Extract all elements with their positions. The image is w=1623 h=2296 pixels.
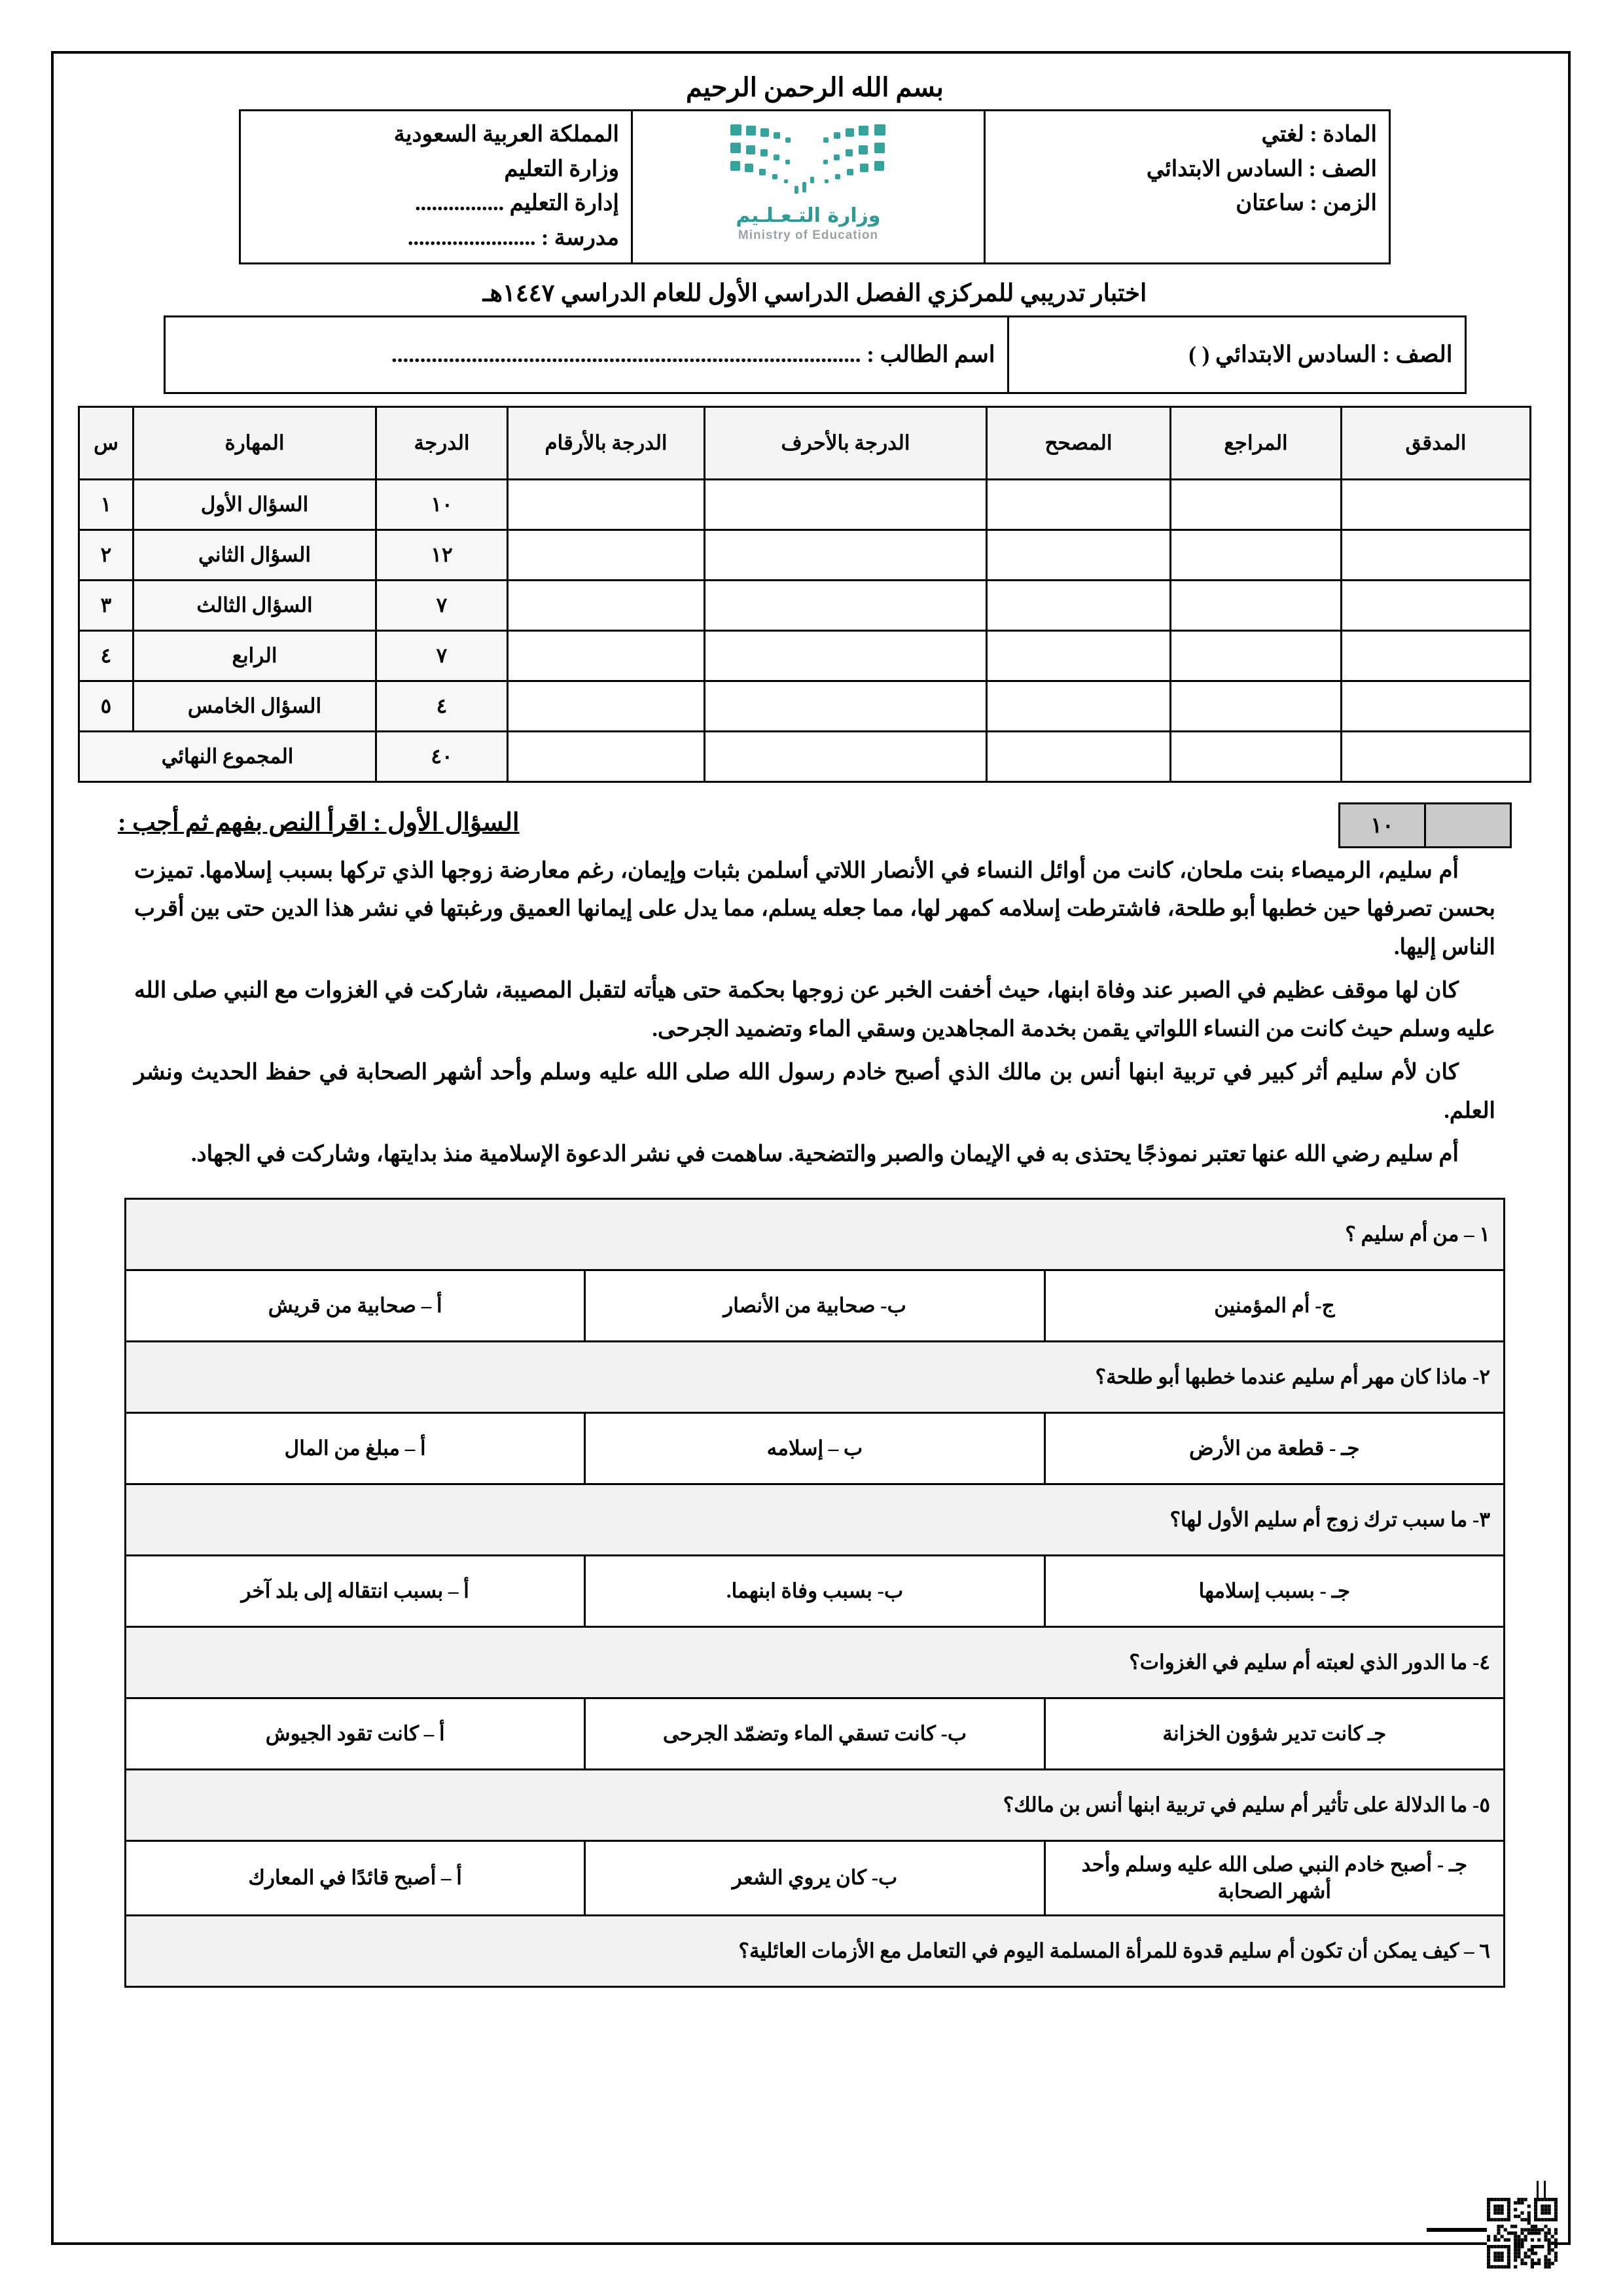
education-dept-label: إدارة التعليم [509,191,619,216]
option-b[interactable]: ب – إسلامه [585,1412,1044,1484]
education-dept-dots: ................ [415,191,505,216]
question-options-row [126,1840,1505,1916]
cell-degree: ١٠ [376,479,508,529]
cell-skill: الرابع [134,630,376,681]
cell-reviewer[interactable] [1171,529,1342,580]
cell-index: ٤ [79,630,134,681]
option-a[interactable]: أ – كانت تقود الجيوش [126,1698,585,1769]
table-row [79,479,1531,529]
cell-degree-letters[interactable] [705,630,987,681]
question-stem: ٦ – كيف يمكن أن تكون أم سليم قدوة للمرأة المسلمة اليوم في التعامل مع الأزمات العائلية؟ [126,1916,1505,1987]
cell-degree-digits[interactable] [508,630,705,681]
cell-index: ٢ [79,529,134,580]
question-stem-row [126,1484,1505,1555]
option-c[interactable]: جـ - أصبح خادم النبي صلى الله عليه وسلم وأحد أشهر الصحابة [1044,1840,1504,1916]
cell-auditor-total[interactable] [1342,731,1531,781]
marks-header-degree-letters: الدرجة بالأحرف [705,406,987,479]
basmala-heading: بسم الله الرحمن الرحيم [686,73,944,102]
cell-corrector[interactable] [987,479,1171,529]
question-stem-row [126,1341,1505,1412]
marks-header-corrector: المصحح [987,406,1171,479]
subject-label: المادة : لغتي [1261,122,1377,147]
logo-palm-icon [726,122,890,200]
education-dept-line [253,187,619,221]
cell-skill: السؤال الخامس [134,681,376,731]
option-c[interactable]: جـ - بسبب إسلامها [1044,1555,1504,1626]
option-a[interactable]: أ – أصبح قائدًا في المعارك [126,1840,585,1916]
question-stem: ٢- ماذا كان مهر أم سليم عندما خطبها أبو طلحة؟ [126,1341,1505,1412]
marks-header-auditor: المدقق [1342,406,1531,479]
cell-reviewer[interactable] [1171,630,1342,681]
student-class-cell: الصف : السادس الابتدائي ( ) [1008,316,1465,393]
cell-degree: ٧ [376,630,508,681]
cell-degree: ٧ [376,580,508,630]
cell-corrector[interactable] [987,630,1171,681]
qr-code[interactable] [1487,2198,1558,2269]
table-row [79,681,1531,731]
cell-total-label: المجموع النهائي [79,731,376,781]
question-stem-row [126,1626,1505,1698]
qr-tick-marks [1537,2181,1546,2198]
identity-header-table [239,109,1391,264]
cell-corrector[interactable] [987,580,1171,630]
option-c[interactable]: ج- أم المؤمنين [1044,1270,1504,1341]
reading-passage [134,852,1495,1174]
question1-header [118,802,1512,848]
cell-degree-digits[interactable] [508,529,705,580]
marks-total-row [79,731,1531,781]
passage-paragraph: أم سليم رضي الله عنها تعتبر نموذجًا يحتذى به في الإيمان والصبر والتضحية. ساهمت في نشر الدعوة الإسلامية منذ بدايتها، وشاركت في الجهاد. [191,1142,1459,1167]
cell-reviewer[interactable] [1171,681,1342,731]
identity-kingdom-cell [240,111,632,264]
cell-degree: ٤ [376,681,508,731]
question-stem: ٤- ما الدور الذي لعبته أم سليم في الغزوات؟ [126,1626,1505,1698]
question-stem-row [126,1916,1505,1987]
score-value-cell: ١٠ [1340,804,1424,846]
question-options-row [126,1698,1505,1769]
ministry-label: وزارة التعليم [504,156,619,181]
passage-paragraph: كان لأم سليم أثر كبير في تربية ابنها أنس بن مالك الذي أصبح خادم رسول الله صلى الله عليه وسلم وأحد أشهر الصحابة في حفظ الحديث ونشر العلم. [134,1060,1495,1123]
school-label: مدرسة : [541,226,619,251]
ministry-of-education-logo [645,118,972,243]
passage-paragraph: أم سليم، الرميصاء بنت ملحان، كانت من أوائل النساء في الأنصار اللاتي أسلمن بثبات وإيمان، رغم معارضة زوجها الذي تركها بسبب إسلامها. تميزت بحسن تصرفها حين خطبها أبو طلحة، فاشترطت إسلامه كمهر لها، مما جعله يسلم، مما يدل على إيمانها العميق ورغبتها في نشر هذا الدين حتى بين أقرب الناس إليها. [134,858,1495,960]
cell-degree-digits-total[interactable] [508,731,705,781]
cell-skill: السؤال الثاني [134,529,376,580]
cell-auditor[interactable] [1342,630,1531,681]
question1-score-box[interactable] [1338,802,1512,848]
table-row [79,529,1531,580]
table-row [79,630,1531,681]
marks-header-degree: الدرجة [376,406,508,479]
student-name-dots: .................................................................................. [391,341,861,367]
page-content [94,72,1531,1988]
option-a[interactable]: أ – بسبب انتقاله إلى بلد آخر [126,1555,585,1626]
marks-header-row [79,406,1531,479]
cell-index: ٥ [79,681,134,731]
question-stem: ٥- ما الدلالة على تأثير أم سليم في تربية ابنها أنس بن مالك؟ [126,1769,1505,1840]
cell-auditor[interactable] [1342,529,1531,580]
cell-degree-letters[interactable] [705,529,987,580]
marks-table [78,406,1531,783]
option-b[interactable]: ب- صحابية من الأنصار [585,1270,1044,1341]
identity-logo-cell [632,111,985,264]
marks-header-skill: المهارة [134,406,376,479]
cell-degree-total: ٤٠ [376,731,508,781]
questions-table [124,1198,1505,1988]
cell-corrector-total[interactable] [987,731,1171,781]
marks-header-index: س [79,406,134,479]
question-options-row [126,1412,1505,1484]
question-stem-row [126,1769,1505,1840]
grade-label: الصف : السادس الابتدائي [1146,156,1377,181]
exam-title: اختبار تدريبي للمركزي الفصل الدراسي الأول للعام الدراسي ١٤٤٧هـ [482,279,1147,307]
cell-degree-digits[interactable] [508,681,705,731]
passage-paragraph: كان لها موقف عظيم في الصبر عند وفاة ابنها، حيث أخفت الخبر عن زوجها بحكمة حتى هيأته لتقبل المصيبة، شاركت في الغزوات مع النبي صلى الله عليه وسلم حيث كانت من النساء اللواتي يقمن بخدمة المجاهدين وسقي الماء وتضميد الجرحى. [134,978,1495,1041]
student-name-label: اسم الطالب : [866,341,995,367]
question-stem: ٣- ما سبب ترك زوج أم سليم الأول لها؟ [126,1484,1505,1555]
cell-reviewer-total[interactable] [1171,731,1342,781]
question1-title: السؤال الأول : اقرأ النص بفهم ثم أجب : [118,808,520,836]
time-label: الزمن : ساعتان [1236,191,1377,216]
cell-skill: السؤال الثالث [134,580,376,630]
table-row [79,580,1531,630]
logo-text-arabic: وزارة التـعـلـيم [736,204,881,227]
logo-text-english: Ministry of Education [738,228,879,242]
option-b[interactable]: ب- بسبب وفاة ابنهما. [585,1555,1044,1626]
question-options-row [126,1270,1505,1341]
marks-header-reviewer: المراجع [1171,406,1342,479]
score-empty-cell[interactable] [1424,804,1510,846]
cell-degree-letters-total[interactable] [705,731,987,781]
question-stem: ١ – من أم سليم ؟ [126,1198,1505,1270]
cell-auditor[interactable] [1342,580,1531,630]
question-options-row [126,1555,1505,1626]
school-dots: ....................... [407,226,536,251]
cell-index: ٣ [79,580,134,630]
cell-reviewer[interactable] [1171,479,1342,529]
cell-skill: السؤال الأول [134,479,376,529]
cell-corrector[interactable] [987,681,1171,731]
cell-degree-letters[interactable] [705,681,987,731]
cell-corrector[interactable] [987,529,1171,580]
question-stem-row [126,1198,1505,1270]
option-a[interactable]: أ – مبلغ من المال [126,1412,585,1484]
student-info-table [164,315,1467,394]
cell-degree-letters[interactable] [705,479,987,529]
cell-degree-digits[interactable] [508,580,705,630]
option-b[interactable]: ب- كان يروي الشعر [585,1840,1044,1916]
marks-header-degree-digits: الدرجة بالأرقام [508,406,705,479]
kingdom-label: المملكة العربية السعودية [393,122,619,147]
cell-degree-digits[interactable] [508,479,705,529]
student-name-cell[interactable] [164,316,1008,393]
identity-subject-cell [985,111,1390,264]
school-line [253,221,619,256]
cell-auditor[interactable] [1342,479,1531,529]
option-c[interactable]: جـ - قطعة من الأرض [1044,1412,1504,1484]
option-a[interactable]: أ – صحابية من قريش [126,1270,585,1341]
cell-degree-letters[interactable] [705,580,987,630]
marks-body [79,479,1531,781]
cell-reviewer[interactable] [1171,580,1342,630]
option-c[interactable]: جـ كانت تدير شؤون الخزانة [1044,1698,1504,1769]
bottom-rule-decoration [1427,2228,1491,2232]
cell-degree: ١٢ [376,529,508,580]
option-b[interactable]: ب- كانت تسقي الماء وتضمّد الجرحى [585,1698,1044,1769]
cell-index: ١ [79,479,134,529]
cell-auditor[interactable] [1342,681,1531,731]
